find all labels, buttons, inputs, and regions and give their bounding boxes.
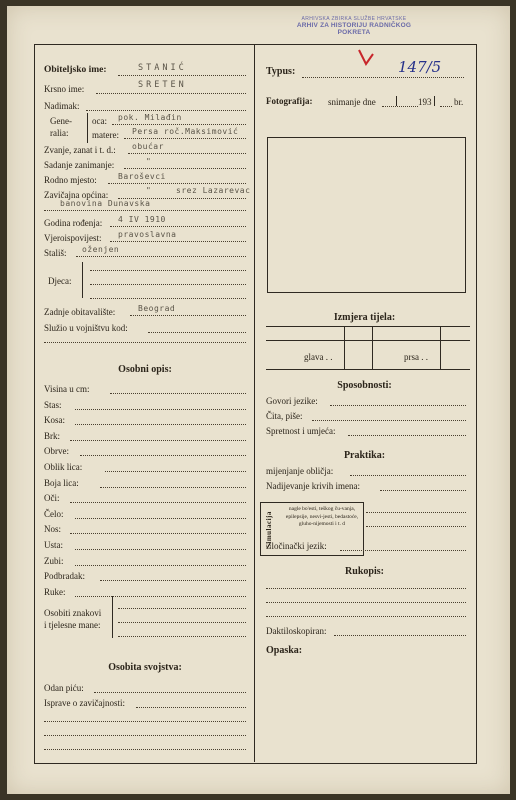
- languages-label: Govori jezike:: [266, 396, 318, 406]
- marital-label: Stališ:: [44, 248, 67, 258]
- residence-value: Beograd: [138, 304, 176, 313]
- typus-value: 147/5: [398, 58, 442, 76]
- foto-br: br.: [454, 97, 464, 107]
- desc-label: Zubi:: [44, 556, 64, 566]
- simulation-label: Simulacija: [265, 511, 273, 548]
- desc-label: Visina u cm:: [44, 384, 90, 394]
- generalia-label-2: ralia:: [50, 128, 69, 138]
- papers-line-2: [44, 721, 246, 722]
- measure-col-2: [372, 326, 373, 369]
- father-value: pok. Milađin: [118, 113, 182, 122]
- desc-line: [75, 596, 246, 597]
- domicile-value-2: srez Lazarevac: [176, 186, 251, 195]
- archive-stamp: [280, 16, 428, 42]
- fingerprinted-line: [334, 635, 466, 636]
- papers-line-3: [44, 735, 246, 736]
- desc-label: Brk:: [44, 431, 61, 441]
- marks-line-2: [118, 622, 246, 623]
- desc-label: Oči:: [44, 493, 60, 503]
- prsa-label: prsa . .: [404, 352, 428, 362]
- desc-line: [70, 502, 246, 503]
- birth-year-line: [110, 226, 246, 227]
- criminal-language-label: Zločinački jezik:: [266, 541, 327, 551]
- given-name-value: SRETEN: [138, 80, 187, 90]
- desc-label: Čelo:: [44, 509, 64, 519]
- reads-writes-line: [312, 420, 466, 421]
- religion-line: [110, 241, 246, 242]
- disguise-label: mijenjanje obličja:: [266, 466, 334, 476]
- generalia-bracket: [87, 113, 88, 143]
- marital-line: [76, 256, 246, 257]
- mother-line: [124, 138, 246, 139]
- residence-line: [130, 315, 246, 316]
- rukopis-line-3: [266, 616, 466, 617]
- birthplace-value: Baroševci: [118, 172, 166, 181]
- drink-label: Odan piću:: [44, 683, 84, 693]
- nickname-line: [86, 110, 246, 111]
- osobni-opis-title: Osobni opis:: [118, 364, 172, 375]
- measure-col-3: [440, 326, 441, 369]
- occupation-line: [124, 168, 246, 169]
- desc-label: Kosa:: [44, 415, 65, 425]
- desc-line: [105, 471, 246, 472]
- religion-label: Vjeroispovijest:: [44, 233, 102, 243]
- foto-label: Fotografija:: [266, 96, 313, 106]
- desc-line: [75, 565, 246, 566]
- simulation-line-1: [366, 512, 466, 513]
- domicile-line-2: [44, 210, 246, 211]
- simulation-line-2: [366, 526, 466, 527]
- birth-year-label: Godina rođenja:: [44, 218, 103, 228]
- desc-label: Podbradak:: [44, 571, 85, 581]
- given-name-line: [96, 93, 246, 94]
- dexterity-label: Spretnost i umjeća:: [266, 426, 336, 436]
- fingerprinted-label: Daktiloskopiran:: [266, 626, 327, 636]
- desc-label: Nos:: [44, 524, 62, 534]
- military-label: Služio u vojništvu kod:: [44, 323, 128, 333]
- marks-label-1: Osobiti znakovi: [44, 608, 102, 618]
- birth-year-value: 4 IV 1910: [118, 215, 166, 224]
- children-line-2: [90, 284, 246, 285]
- rukopis-line-1: [266, 588, 466, 589]
- domicile-label: Zavičajna općina:: [44, 190, 109, 200]
- military-line-2: [44, 342, 246, 343]
- simulation-text: nagle bo'esti, teškog ču-vanja, epilepsije, nesvi-jesti, bedastoće, gluho-nijemosti i t. d: [285, 506, 359, 527]
- papers-line-4: [44, 749, 246, 750]
- desc-label: Oblik lica:: [44, 462, 83, 472]
- papers-label: Isprave o zavičajnosti:: [44, 698, 125, 708]
- body-measure-title: Izmjera tijela:: [333, 312, 396, 323]
- children-line-1: [90, 270, 246, 271]
- praktika-title: Praktika:: [343, 450, 386, 461]
- birthplace-line: [108, 183, 246, 184]
- marks-line-3: [118, 636, 246, 637]
- foto-year-sep: [434, 96, 435, 106]
- desc-line: [75, 424, 246, 425]
- trade-value: obućar: [132, 142, 164, 151]
- children-bracket: [82, 262, 83, 298]
- desc-line: [80, 455, 246, 456]
- photo-box: [267, 137, 466, 293]
- desc-line: [110, 393, 246, 394]
- desc-line: [100, 580, 246, 581]
- measure-col-1: [344, 326, 345, 369]
- marks-bracket: [112, 596, 113, 638]
- mother-value: Persa roč.Maksimović: [132, 127, 239, 136]
- surname-line: [118, 75, 246, 76]
- domicile-value-3: banovina Dunavska: [60, 199, 151, 208]
- marital-value: oženjen: [82, 245, 120, 254]
- glava-label: glava . .: [304, 352, 333, 362]
- column-divider: [254, 44, 255, 762]
- desc-line: [70, 533, 246, 534]
- criminal-language-line: [340, 550, 466, 551]
- drink-line: [94, 692, 246, 693]
- occupation-label: Sadanje zanimanje:: [44, 160, 115, 170]
- desc-line: [100, 487, 246, 488]
- given-name-label: Krsno ime:: [44, 84, 85, 94]
- nickname-label: Nadimak:: [44, 101, 80, 111]
- desc-label: Boja lica:: [44, 478, 79, 488]
- desc-label: Stas:: [44, 400, 62, 410]
- surname-label: Obiteljsko ime:: [44, 65, 107, 75]
- disguise-line: [350, 475, 466, 476]
- papers-line-1: [136, 707, 246, 708]
- surname-value: STANIĆ: [138, 63, 187, 73]
- dexterity-line: [348, 435, 466, 436]
- mother-label: matere:: [92, 130, 119, 140]
- rukopis-title: Rukopis:: [345, 566, 384, 577]
- aliases-label: Nadijevanje krivih imena:: [266, 481, 360, 491]
- father-line: [112, 124, 246, 125]
- birthplace-label: Rodno mjesto:: [44, 175, 97, 185]
- stamp-line-1: ARHIVSKA ZBIRKA SLUŽBE HRVATSKE: [301, 16, 407, 22]
- opaska-label: Opaska:: [266, 645, 303, 656]
- desc-line: [75, 549, 246, 550]
- typus-label: Typus:: [266, 66, 296, 77]
- military-line-1: [148, 332, 246, 333]
- reads-writes-label: Čita, piše:: [266, 411, 303, 421]
- measure-bottom-line: [266, 369, 470, 370]
- desc-line: [70, 440, 246, 441]
- desc-line: [75, 409, 246, 410]
- foto-text: snimanje dne: [328, 97, 376, 107]
- marks-label-2: i tjelesne mane:: [44, 620, 101, 630]
- residence-label: Zadnje obitavalište:: [44, 307, 116, 317]
- marks-line-1: [118, 608, 246, 609]
- aliases-line: [380, 490, 466, 491]
- stamp-line-2: ARHIV ZA HISTORIJU RADNIČKOG POKRETA: [296, 22, 412, 36]
- desc-label: Usta:: [44, 540, 63, 550]
- skills-title: Sposobnosti:: [337, 380, 392, 391]
- father-label: oca:: [92, 116, 107, 126]
- desc-label: Ruke:: [44, 587, 66, 597]
- desc-label: Obrve:: [44, 446, 69, 456]
- foto-br-line: [440, 106, 452, 107]
- languages-line: [330, 405, 466, 406]
- osobita-svojstva-title: Osobita svojstva:: [108, 662, 182, 673]
- children-label: Djeca:: [48, 276, 72, 286]
- foto-date-line: [382, 106, 418, 107]
- trade-label: Zvanje, zanat i t. d.:: [44, 145, 116, 155]
- occupation-value: ": [146, 157, 152, 166]
- trade-line: [128, 153, 246, 154]
- generalia-label-1: Gene-: [50, 116, 72, 126]
- children-line-3: [90, 298, 246, 299]
- religion-value: pravoslavna: [118, 230, 177, 239]
- typus-line: [302, 77, 464, 78]
- rukopis-line-2: [266, 602, 466, 603]
- foto-date-sep: [396, 96, 397, 106]
- desc-line: [75, 518, 246, 519]
- domicile-value-1: ": [146, 186, 152, 195]
- foto-year: 193: [418, 97, 432, 107]
